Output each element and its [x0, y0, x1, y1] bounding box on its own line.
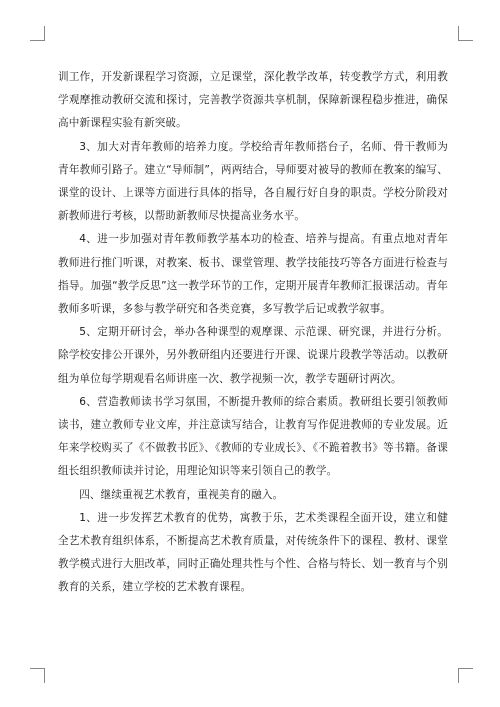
section-heading-art-education: 四、继续重视艺术教育，重视美育的融入。	[79, 488, 284, 501]
crop-mark-bottom-left	[30, 668, 45, 683]
paragraph-seminars: 5、定期开研讨会，举办各种课型的观摩课、示范课、研究课，并进行分析。除学校安排公开课外，另外教研组内还要进行开课、说课片段教学等活动。以教研组为单位每学期观看名师讲座一次、教学视频一次，教学专题研讨两次。	[58, 326, 448, 385]
paragraph-continuation: 训工作，开发新课程学习资源，立足课堂，深化教学改革，转变教学方式，利用教学观摩推动教研交流和探讨，完善教学资源共享机制，保障新课程稳步推进，确保高中新课程实验有新突破。	[58, 71, 448, 130]
document-body	[58, 66, 448, 600]
crop-mark-top-left	[30, 26, 45, 41]
paragraph-art-education: 1、进一步发挥艺术教育的优势，寓教于乐，艺术类课程全面开设，建立和健全艺术教育组织体系，不断提高艺术教育质量，对传统条件下的课程、教材、课堂教学模式进行大胆改革，同时正确处理共性与个性、合格与特长、划一教育与个别教育的关系，建立学校的艺术教育课程。	[58, 511, 448, 594]
paragraph-basic-skills: 4、进一步加强对青年教师教学基本功的检查、培养与提高。有重点地对青年教师进行推门听课，对教案、板书、课堂管理、教学技能技巧等各方面进行检查与指导。加强“教学反思”这一教学环节的工作，定期开展青年教师汇报课活动。青年教师多听课，多参与教学研究和各类竞赛，多写教学后记或教学叙事。	[58, 233, 448, 316]
paragraph-reading-atmosphere: 6、营造教师读书学习氛围，不断提升教师的综合素质。教研组长要引领教师读书，建立教师专业文库，并注意读写结合，让教育写作促进教师的专业发展。近年来学校购买了《不做教书匠》、《教师的专业成长》、《不跪着教书》等书籍。备课组长组织教师读并讨论，用理论知识等来引领自己的教学。	[58, 395, 448, 478]
paragraph-young-teacher-training: 3、加大对青年教师的培养力度。学校给青年教师搭台子，名师、骨干教师为青年教师引路子。建立“导师制”，两两结合，导师要对被导的教师在教案的编写、课堂的设计、上课等方面进行具体的指导，各自履行好自身的职责。学校分阶段对新教师进行考核，以帮助新教师尽快提高业务水平。	[58, 140, 448, 223]
crop-mark-top-right	[458, 26, 473, 41]
crop-mark-bottom-right	[458, 668, 473, 683]
